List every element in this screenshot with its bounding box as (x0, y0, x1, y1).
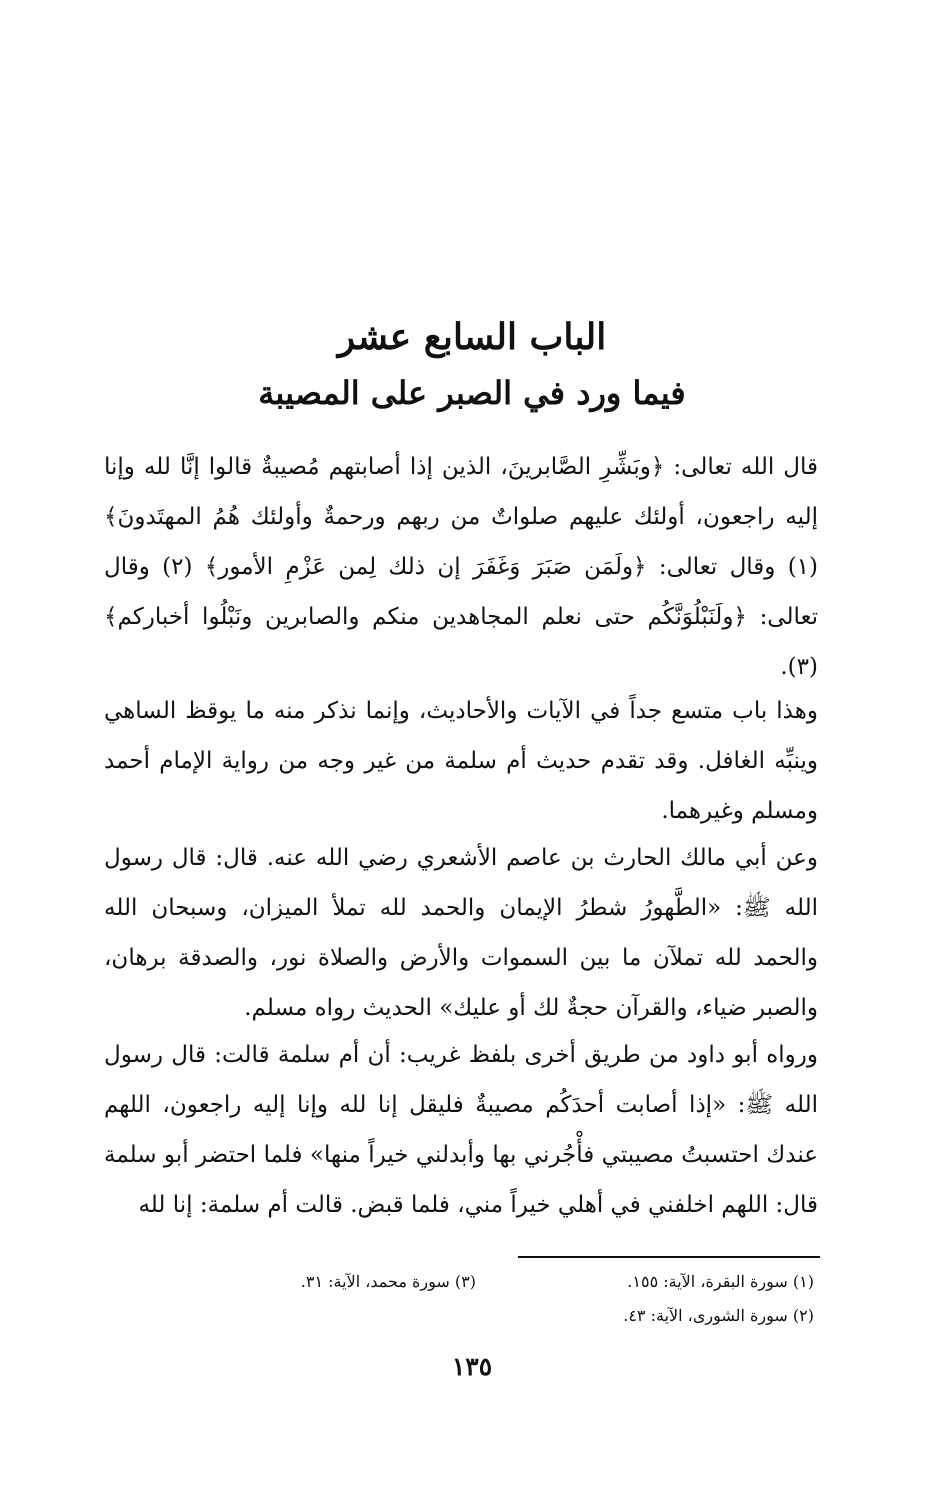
chapter-title: الباب السابع عشر (337, 316, 607, 358)
footnote-2: (٢) سورة الشورى، الآية: ٤٣. (623, 1306, 814, 1325)
chapter-subtitle: فيما ورد في الصبر على المصيبة (258, 374, 686, 412)
paragraph-3: وعن أبي مالك الحارث بن عاصم الأشعري رضي الله عنه. قال: قال رسول الله ﷺ: «الطَّهورُ شطرُ الإيمان والحمد لله تملأ الميزان، وسبحان الله والحمد لله تملآن ما بين السموات والأرض والصلاة نور، والصدقة برهان، والصبر ضياء، والقرآن حجةٌ لك أو عليك» الحديث رواه مسلم. (104, 845, 818, 1021)
footnote-1: (١) سورة البقرة، الآية: ١٥٥. (627, 1272, 814, 1291)
page-number: ١٣٥ (451, 1352, 493, 1381)
footnote-divider (518, 1256, 820, 1258)
paragraph-1: قال الله تعالى: ﴿وبَشِّرِ الصَّابرينَ، الذين إذا أصابتهم مُصيبةٌ قالوا إنَّا لله وإنا إليه راجعون، أولئك عليهم صلواتٌ من ربهم ورحمةٌ وأولئك هُمُ المهتَدونَ﴾ (١) وقال تعالى: ﴿ولَمَن صَبَرَ وَغَفَرَ إن ذلك لِمن عَزْمِ الأمور﴾ (٢) وقال تعالى: ﴿ولَنَبْلُوَنَّكُم حتى نعلم المجاهدين منكم والصابرين ونَبْلُوا أخباركم﴾ (٣). (104, 454, 819, 680)
paragraph-2: وهذا باب متسع جداً في الآيات والأحاديث، وإنما نذكر منه ما يوقظ الساهي وينبِّه الغافل. وقد تقدم حديث أم سلمة من غير وجه من رواية الإمام أحمد ومسلم وغيرهما. (104, 698, 818, 824)
paragraph-4: ورواه أبو داود من طريق أخرى بلفظ غريب: أن أم سلمة قالت: قال رسول الله ﷺ: «إذا أصابت أحدَكُم مصيبةٌ فليقل إنا لله وإنا إليه راجعون، اللهم عندك احتسبتُ مصيبتي فأْجُرني بها وأبدلني خيراً منها» فلما احتضر أبو سلمة قال: اللهم اخلفني في أهلي خيراً مني، فلما قبض. قالت أم سلمة: إنا لله (104, 1042, 818, 1218)
footnote-3: (٣) سورة محمد، الآية: ٣١. (300, 1272, 476, 1291)
